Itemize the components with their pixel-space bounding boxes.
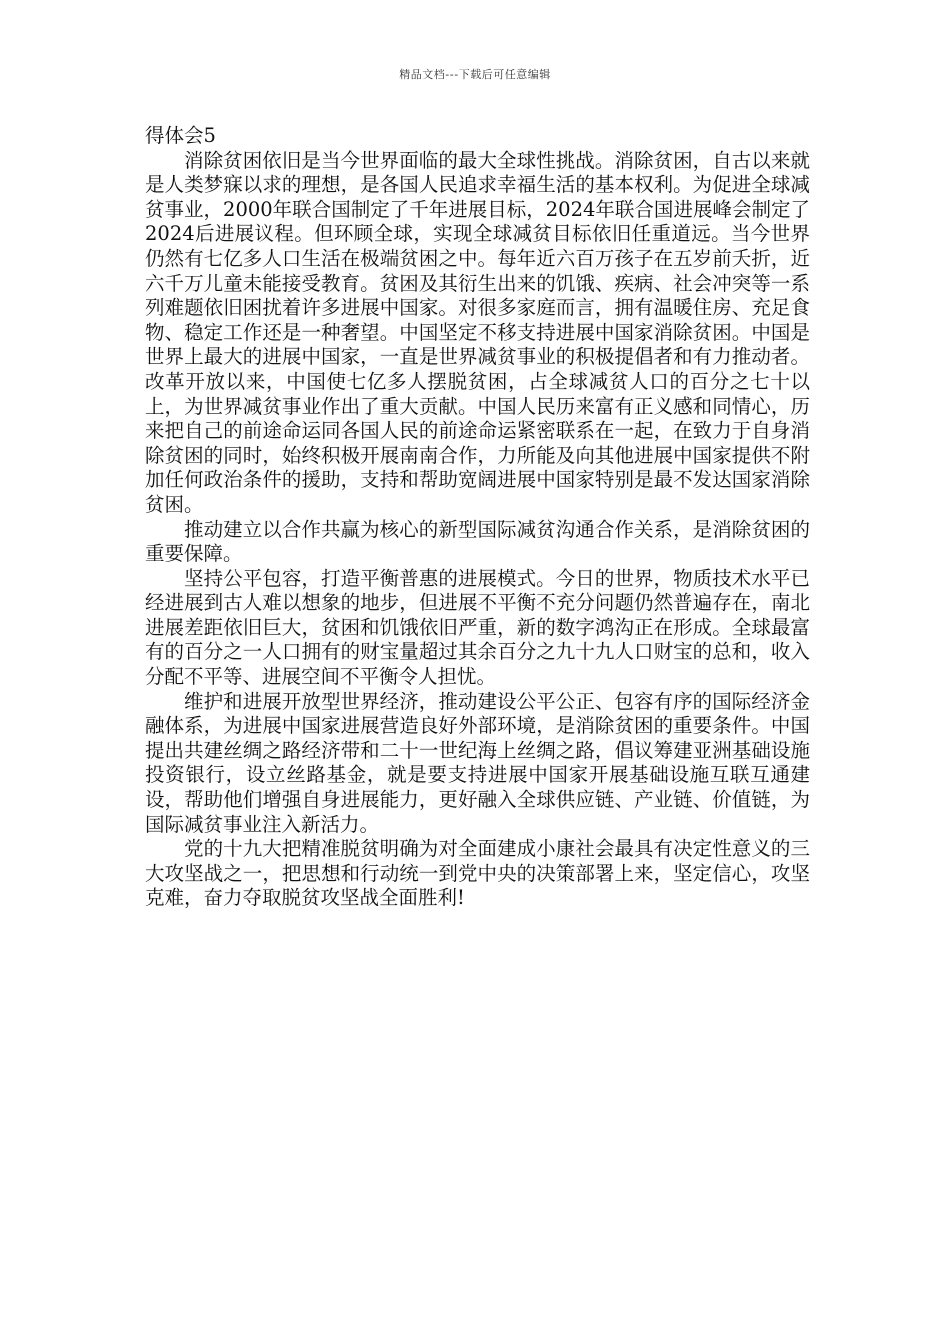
paragraph-1: 消除贫困依旧是当今世界面临的最大全球性挑战。消除贫困，自古以来就是人类梦寐以求的理想，是各国人民追求幸福生活的基本权利。为促进全球减贫事业，2000年联合国制定了千年进展目标，2024年联合国进展峰会制定了2024后进展议程。但环顾全球，实现全球减贫目标依旧任重道远。当今世界仍然有七亿多人口生活在极端贫困之中。每年近六百万孩子在五岁前夭折，近六千万儿童未能接受教育。贫困及其衍生出来的饥饿、疾病、社会冲突等一系列难题依旧困扰着许多进展中国家。对很多家庭而言，拥有温暖住房、充足食物、稳定工作还是一种奢望。中国坚定不移支持进展中国家消除贫困。中国是世界上最大的进展中国家，一直是世界减贫事业的积极提倡者和有力推动者。改革开放以来，中国使七亿多人摆脱贫困，占全球减贫人口的百分之七十以上，为世界减贫事业作出了重大贡献。中国人民历来富有正义感和同情心，历来把自己的前途命运同各国人民的前途命运紧密联系在一起，在致力于自身消除贫困的同时，始终积极开展南南合作，力所能及向其他进展中国家提供不附加任何政治条件的援助，支持和帮助宽阔进展中国家特别是最不发达国家消除贫困。 [145,148,810,516]
paragraph-5: 党的十九大把精准脱贫明确为对全面建成小康社会最具有决定性意义的三大攻坚战之一，把思想和行动统一到党中央的决策部署上来，坚定信心，攻坚克难，奋力夺取脱贫攻坚战全面胜利! [145,837,810,910]
paragraph-4: 维护和进展开放型世界经济，推动建设公平公正、包容有序的国际经济金融体系，为进展中国家进展营造良好外部环境，是消除贫困的重要条件。中国提出共建丝绸之路经济带和二十一世纪海上丝绸之路，倡议筹建亚洲基础设施投资银行，设立丝路基金，就是要支持进展中国家开展基础设施互联互通建设，帮助他们增强自身进展能力，更好融入全球供应链、产业链、价值链，为国际减贫事业注入新活力。 [145,689,810,836]
paragraph-3: 坚持公平包容，打造平衡普惠的进展模式。今日的世界，物质技术水平已经进展到古人难以想象的地步，但进展不平衡不充分问题仍然普遍存在，南北进展差距依旧巨大，贫困和饥饿依旧严重，新的数字鸿沟正在形成。全球最富有的百分之一人口拥有的财宝量超过其余百分之九十九人口财宝的总和，收入分配不平等、进展空间不平衡令人担忧。 [145,566,810,689]
page-header: 精品文档---下载后可任意编辑 [399,68,551,81]
document-body [145,124,810,911]
section-title: 得体会5 [145,124,216,147]
paragraph-2: 推动建立以合作共赢为核心的新型国际减贫沟通合作关系，是消除贫困的重要保障。 [145,517,810,566]
